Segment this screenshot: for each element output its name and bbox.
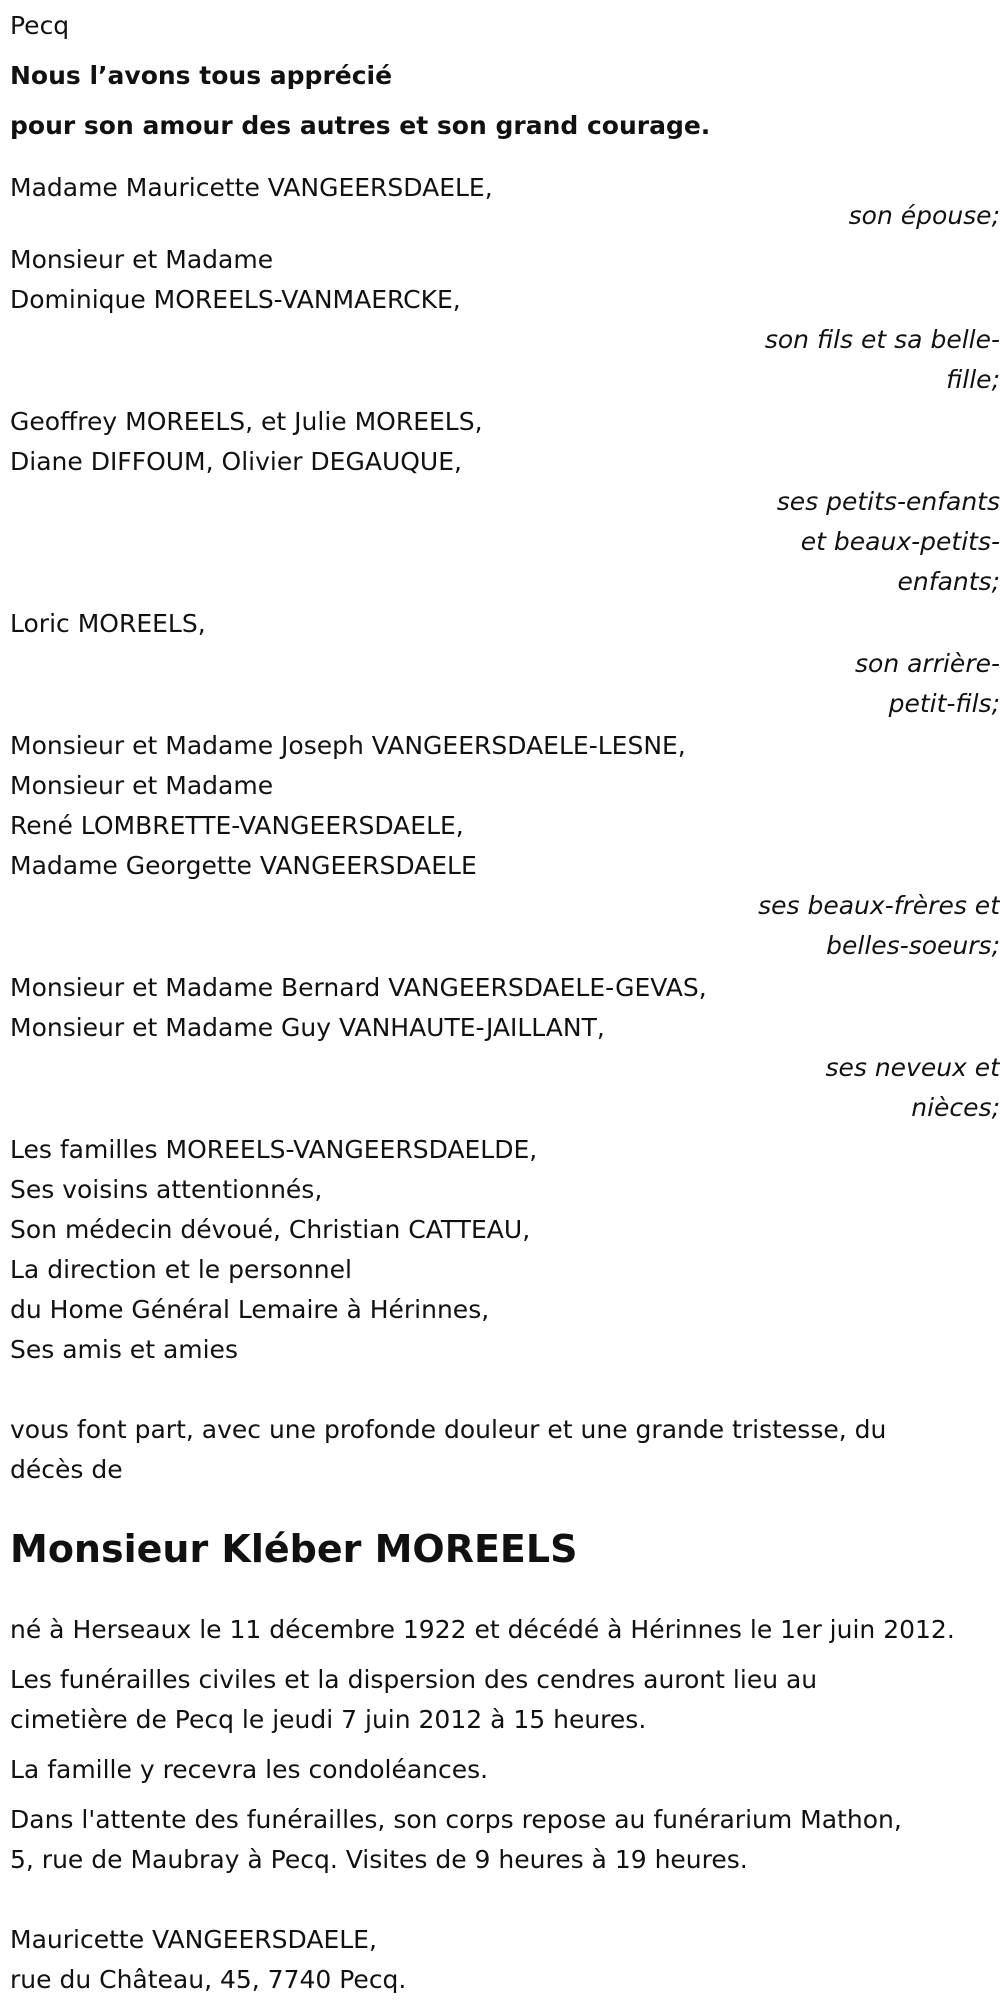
relation bbox=[740, 482, 1000, 602]
others-list bbox=[10, 1130, 1000, 1370]
relative-group bbox=[10, 402, 1000, 602]
relation-line: ses beaux-frères et bbox=[758, 891, 1000, 920]
relative-name: Monsieur et Madame bbox=[10, 771, 274, 800]
quote-line-1: Nous l’avons tous apprécié bbox=[10, 61, 393, 90]
relation-line: son arrière- bbox=[855, 649, 1000, 678]
funeral-line: Les funérailles civiles et la dispersion des cendres auront lieu au bbox=[10, 1665, 818, 1694]
relation-line: belles-soeurs; bbox=[826, 931, 1000, 960]
funeral-details bbox=[10, 1610, 1000, 1880]
relative-group bbox=[10, 726, 1000, 966]
relation-line: ses neveux et bbox=[825, 1053, 1000, 1082]
relation bbox=[740, 644, 1000, 724]
others-line: Ses amis et amies bbox=[10, 1335, 238, 1364]
relative-name: Dominique MOREELS-VANMAERCKE, bbox=[10, 285, 461, 314]
place: Pecq bbox=[10, 11, 70, 40]
relative-name: Monsieur et Madame Joseph VANGEERSDAELE-LESNE, bbox=[10, 731, 686, 760]
relation-line: ses petits-enfants bbox=[776, 487, 1000, 516]
relative-group bbox=[10, 968, 1000, 1128]
relative-name: Monsieur et Madame bbox=[10, 245, 274, 274]
birth-death-line: né à Herseaux le 11 décembre 1922 et décédé à Hérinnes le 1er juin 2012. bbox=[10, 1615, 955, 1644]
relative-group bbox=[10, 240, 1000, 400]
funeral-line: cimetière de Pecq le jeudi 7 juin 2012 à 15 heures. bbox=[10, 1705, 647, 1734]
relation-line: petit-fils; bbox=[888, 689, 1000, 718]
relative-name: Geoffrey MOREELS, et Julie MOREELS, bbox=[10, 407, 483, 436]
relative-group bbox=[10, 604, 1000, 724]
others-line: Ses voisins attentionnés, bbox=[10, 1175, 323, 1204]
relation-line: nièces; bbox=[911, 1093, 1000, 1122]
relative-name: Madame Georgette VANGEERSDAELE bbox=[10, 851, 477, 880]
relation-line: son épouse; bbox=[848, 201, 1000, 230]
others-line: La direction et le personnel bbox=[10, 1255, 352, 1284]
relation-line: son fils et sa belle- bbox=[764, 325, 1000, 354]
relation-line: enfants; bbox=[897, 567, 1000, 596]
others-line: Son médecin dévoué, Christian CATTEAU, bbox=[10, 1215, 531, 1244]
relation-line: fille; bbox=[946, 365, 1000, 394]
relative-name: Madame Mauricette VANGEERSDAELE, bbox=[10, 173, 493, 202]
relation bbox=[740, 886, 1000, 966]
relative-name: René LOMBRETTE-VANGEERSDAELE, bbox=[10, 811, 464, 840]
visit-line: 5, rue de Maubray à Pecq. Visites de 9 heures à 19 heures. bbox=[10, 1845, 748, 1874]
relative-name: Monsieur et Madame Guy VANHAUTE-JAILLANT, bbox=[10, 1013, 605, 1042]
relation-line: et beaux-petits- bbox=[800, 527, 1000, 556]
relation bbox=[740, 320, 1000, 400]
relative-name: Monsieur et Madame Bernard VANGEERSDAELE-GEVAS, bbox=[10, 973, 707, 1002]
relation bbox=[740, 1048, 1000, 1128]
others-line: Les familles MOREELS-VANGEERSDAELDE, bbox=[10, 1135, 538, 1164]
announcement bbox=[10, 1410, 1000, 1490]
contact-name: Mauricette VANGEERSDAELE, bbox=[10, 1925, 377, 1954]
announcement-line: vous font part, avec une profonde douleur et une grande tristesse, du bbox=[10, 1415, 887, 1444]
announcement-line: décès de bbox=[10, 1455, 123, 1484]
condolences-line: La famille y recevra les condoléances. bbox=[10, 1755, 489, 1784]
relative-group bbox=[10, 168, 1000, 236]
relative-name: Loric MOREELS, bbox=[10, 609, 206, 638]
contact-street: rue du Château, 45, 7740 Pecq. bbox=[10, 1965, 407, 1994]
contact-address bbox=[10, 1920, 1000, 2000]
quote-line-2: pour son amour des autres et son grand courage. bbox=[10, 111, 711, 140]
deceased-name: Monsieur Kléber MOREELS bbox=[10, 1527, 578, 1571]
others-line: du Home Général Lemaire à Hérinnes, bbox=[10, 1295, 490, 1324]
visit-line: Dans l'attente des funérailles, son corps repose au funérarium Mathon, bbox=[10, 1805, 902, 1834]
relation bbox=[740, 196, 1000, 236]
relative-name: Diane DIFFOUM, Olivier DEGAUQUE, bbox=[10, 447, 462, 476]
